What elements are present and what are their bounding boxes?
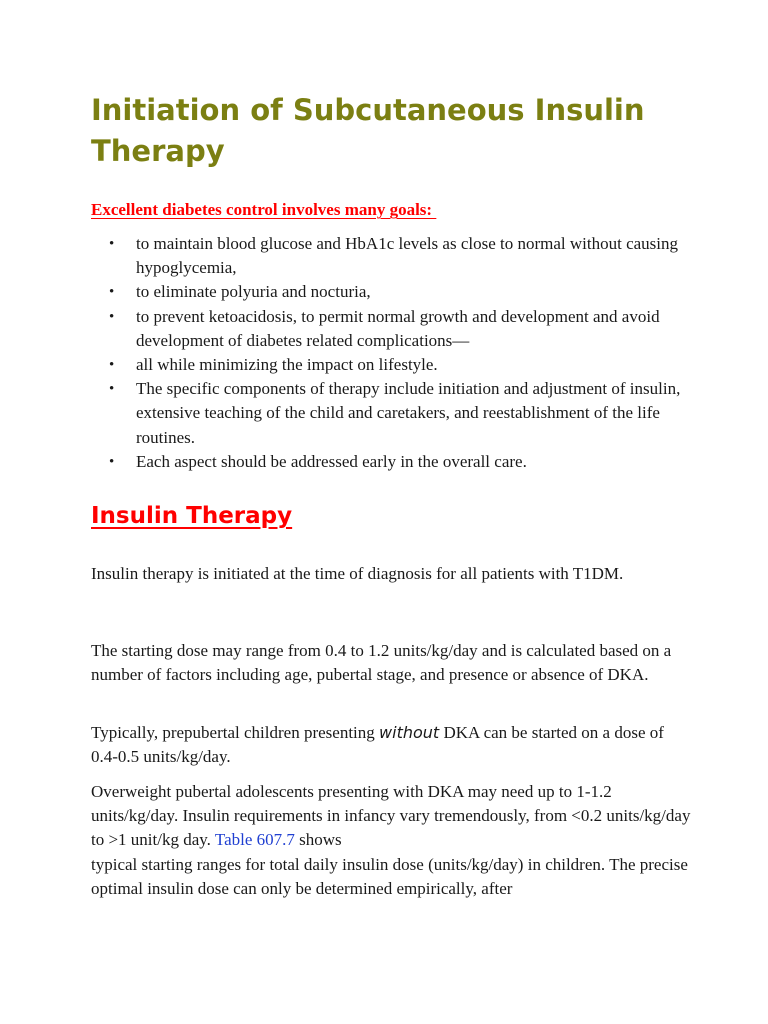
list-item-text: Each aspect should be addressed early in the overall care.: [136, 451, 527, 471]
list-item-text: The specific components of therapy include initiation and adjustment of insulin, extensive teaching of the child and caretakers, and reestablishment of the life routines.: [136, 379, 681, 447]
list-item-text: all while minimizing the impact on lifestyle.: [136, 355, 438, 375]
paragraph-prepubertal: [91, 721, 681, 769]
paragraph-text: DKA can be started on a dose of 0.4-0.5 units/kg/day.: [91, 723, 664, 767]
bullet-icon: •: [109, 308, 115, 325]
list-item-text: to prevent ketoacidosis, to permit normal growth and development and avoid development of diabetes related complications—: [136, 306, 660, 350]
list-item: [91, 232, 691, 280]
list-item: [91, 305, 691, 353]
list-item-text: to maintain blood glucose and HbA1c levels as close to normal without causing hypoglycemia,: [136, 234, 678, 278]
page-title: Initiation of Subcutaneous Insulin Therapy: [91, 93, 645, 168]
goals-heading: Excellent diabetes control involves many goals:: [91, 200, 437, 219]
bullet-icon: •: [109, 236, 115, 252]
paragraph-text: shows: [294, 830, 342, 850]
emphasis-text: without: [379, 723, 440, 742]
paragraph-adolescents: [91, 780, 691, 901]
bullet-icon: •: [109, 453, 115, 470]
paragraph-text: typical starting ranges for total daily insulin dose (units/kg/day) in children. The precise optimal insulin dose can only be determined empirically, after: [91, 854, 688, 898]
section-heading-insulin-therapy: Insulin Therapy: [91, 503, 293, 529]
bullet-icon: •: [109, 284, 115, 301]
bullet-icon: •: [109, 357, 115, 374]
paragraph-text: Overweight pubertal adolescents presenting with DKA may need up to 1-1.2 units/kg/day. Insulin requirements in infancy vary tremendously, from <0.2 units/kg/day to >1 unit/kg day.: [91, 782, 691, 850]
list-item-text: to eliminate polyuria and nocturia,: [136, 282, 371, 302]
paragraph-initiation: Insulin therapy is initiated at the time of diagnosis for all patients with T1DM.: [91, 564, 624, 583]
goals-list: [91, 232, 691, 474]
bullet-icon: •: [109, 381, 115, 398]
list-item: [91, 377, 691, 450]
paragraph-text: Typically, prepubertal children presenting: [91, 723, 380, 742]
list-item: [91, 280, 691, 304]
paragraph-starting-dose: The starting dose may range from 0.4 to 1.2 units/kg/day and is calculated based on a number of factors including age, pubertal stage, and presence or absence of DKA.: [91, 641, 672, 685]
list-item: [91, 353, 691, 377]
list-item: [91, 450, 691, 474]
table-link[interactable]: Table 607.7: [214, 830, 295, 850]
